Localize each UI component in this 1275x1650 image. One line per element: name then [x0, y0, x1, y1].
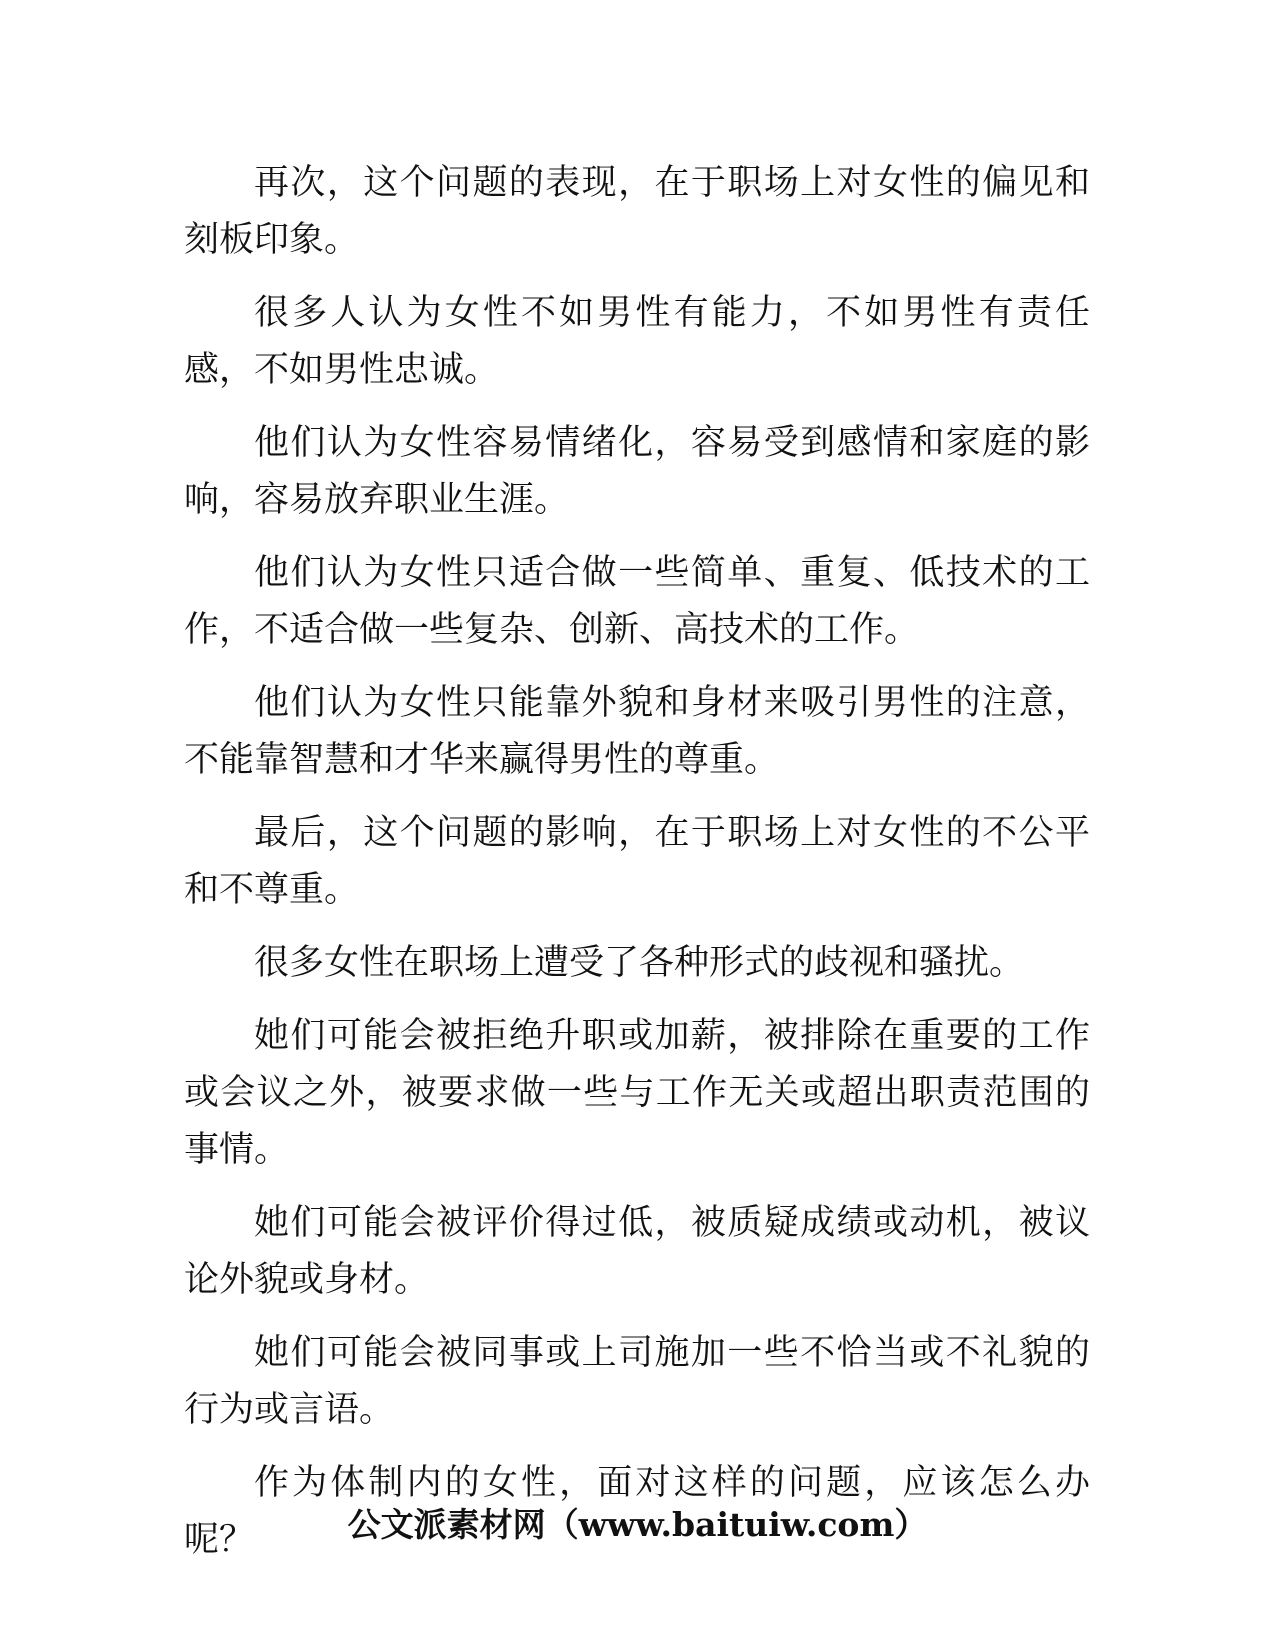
paragraph: 最后，这个问题的影响，在于职场上对女性的不公平和不尊重。 — [184, 813, 1090, 910]
paragraph: 他们认为女性容易情绪化，容易受到感情和家庭的影响，容易放弃职业生涯。 — [184, 423, 1090, 520]
paragraph: 她们可能会被拒绝升职或加薪，被排除在重要的工作或会议之外，被要求做一些与工作无关或超出职责范围的事情。 — [184, 1016, 1090, 1170]
paragraph: 她们可能会被评价得过低，被质疑成绩或动机，被议论外貌或身材。 — [184, 1203, 1090, 1300]
paragraph: 作为体制内的女性，面对这样的问题，应该怎么办呢？ — [184, 1463, 1090, 1560]
document-body — [184, 155, 1090, 1585]
paragraph: 再次，这个问题的表现，在于职场上对女性的偏见和刻板印象。 — [184, 163, 1090, 260]
paragraph: 他们认为女性只适合做一些简单、重复、低技术的工作，不适合做一些复杂、创新、高技术的工作。 — [184, 553, 1090, 650]
paragraph: 很多人认为女性不如男性有能力，不如男性有责任感，不如男性忠诚。 — [184, 293, 1090, 390]
paragraph: 很多女性在职场上遭受了各种形式的歧视和骚扰。 — [254, 943, 1025, 983]
paragraph: 她们可能会被同事或上司施加一些不恰当或不礼貌的行为或言语。 — [184, 1333, 1090, 1430]
paragraph: 他们认为女性只能靠外貌和身材来吸引男性的注意，不能靠智慧和才华来赢得男性的尊重。 — [184, 683, 1090, 780]
page-footer-source: 公文派素材网（www.baituiw.com） — [347, 1505, 928, 1544]
